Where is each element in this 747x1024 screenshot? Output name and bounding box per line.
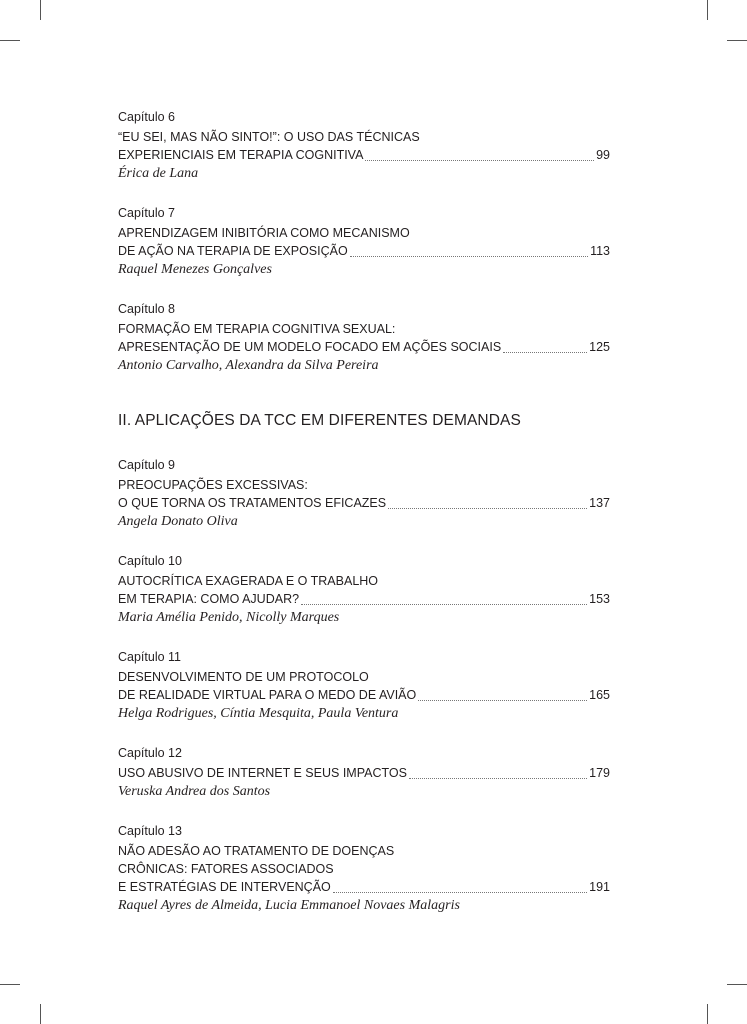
crop-mark (707, 0, 708, 20)
chapter-title-line: CRÔNICAS: FATORES ASSOCIADOS (118, 862, 334, 876)
chapter-title-line: DESENVOLVIMENTO DE UM PROTOCOLO (118, 670, 369, 684)
table-of-contents (118, 108, 610, 936)
page-number: 191 (589, 880, 610, 894)
chapter-authors: Angela Donato Oliva (118, 514, 238, 529)
chapter-label: Capítulo 12 (118, 746, 182, 760)
chapter-title-line: FORMAÇÃO EM TERAPIA COGNITIVA SEXUAL: (118, 322, 396, 336)
chapter-label: Capítulo 13 (118, 824, 182, 838)
dot-leader (503, 351, 587, 353)
chapter-label: Capítulo 9 (118, 458, 175, 472)
chapter-title-text: USO ABUSIVO DE INTERNET E SEUS IMPACTOS (118, 766, 407, 780)
crop-mark (0, 984, 20, 985)
chapter-label: Capítulo 8 (118, 302, 175, 316)
chapter-list-part-1 (118, 108, 610, 376)
chapter-authors: Maria Amélia Penido, Nicolly Marques (118, 610, 340, 625)
page-number: 153 (589, 592, 610, 606)
chapter-label: Capítulo 7 (118, 206, 175, 220)
section-heading: II. APLICAÇÕES DA TCC EM DIFERENTES DEMANDAS (118, 412, 521, 429)
dot-leader (350, 255, 588, 257)
chapter-title-line (118, 686, 610, 704)
chapter-title-line (118, 242, 610, 260)
dot-leader (418, 699, 587, 701)
dot-leader (333, 891, 587, 893)
chapter-authors: Érica de Lana (118, 166, 199, 181)
toc-entry[interactable] (118, 108, 610, 184)
chapter-title-text: O QUE TORNA OS TRATAMENTOS EFICAZES (118, 496, 387, 510)
toc-entry[interactable] (118, 204, 610, 280)
chapter-authors: Veruska Andrea dos Santos (118, 784, 271, 799)
crop-mark (40, 0, 41, 20)
chapter-title-line: AUTOCRÍTICA EXAGERADA E O TRABALHO (118, 574, 379, 588)
toc-entry[interactable] (118, 300, 610, 376)
page-number: 137 (589, 496, 610, 510)
toc-entry[interactable] (118, 744, 610, 802)
dot-leader (365, 159, 594, 161)
toc-entry[interactable] (118, 822, 610, 916)
chapter-title-line (118, 590, 610, 608)
chapter-authors: Raquel Ayres de Almeida, Lucia Emmanoel Novaes Malagris (118, 898, 460, 913)
chapter-title-line: “EU SEI, MAS NÃO SINTO!”: O USO DAS TÉCNICAS (118, 130, 420, 144)
chapter-title-text: DE AÇÃO NA TERAPIA DE EXPOSIÇÃO (118, 244, 348, 258)
dot-leader (301, 603, 587, 605)
chapter-title-text: E ESTRATÉGIAS DE INTERVENÇÃO (118, 880, 331, 894)
chapter-title-text: EM TERAPIA: COMO AJUDAR? (118, 592, 300, 606)
chapter-authors: Raquel Menezes Gonçalves (118, 262, 272, 277)
crop-mark (727, 40, 747, 41)
toc-entry[interactable] (118, 552, 610, 628)
chapter-title-text: DE REALIDADE VIRTUAL PARA O MEDO DE AVIÃO (118, 688, 417, 702)
toc-entry[interactable] (118, 648, 610, 724)
crop-mark (40, 1004, 41, 1024)
page-number: 179 (589, 766, 610, 780)
chapter-title-line (118, 146, 610, 164)
dot-leader (409, 777, 587, 779)
crop-mark (727, 984, 747, 985)
chapter-title-line: NÃO ADESÃO AO TRATAMENTO DE DOENÇAS (118, 844, 395, 858)
chapter-title-line (118, 764, 610, 782)
chapter-title-line (118, 494, 610, 512)
chapter-label: Capítulo 10 (118, 554, 182, 568)
page-number: 165 (589, 688, 610, 702)
chapter-list-part-2 (118, 456, 610, 916)
page-number: 125 (589, 340, 610, 354)
chapter-title-text: EXPERIENCIAIS EM TERAPIA COGNITIVA (118, 148, 364, 162)
chapter-title-line: PREOCUPAÇÕES EXCESSIVAS: (118, 478, 308, 492)
chapter-authors: Helga Rodrigues, Cíntia Mesquita, Paula Ventura (118, 706, 399, 721)
chapter-label: Capítulo 6 (118, 110, 175, 124)
chapter-title-line (118, 338, 610, 356)
dot-leader (388, 507, 587, 509)
chapter-title-line: APRENDIZAGEM INIBITÓRIA COMO MECANISMO (118, 226, 410, 240)
chapter-authors: Antonio Carvalho, Alexandra da Silva Pereira (118, 358, 379, 373)
crop-mark (707, 1004, 708, 1024)
chapter-label: Capítulo 11 (118, 650, 182, 664)
page-number: 99 (596, 148, 610, 162)
chapter-title-line (118, 878, 610, 896)
toc-entry[interactable] (118, 456, 610, 532)
chapter-title-text: APRESENTAÇÃO DE UM MODELO FOCADO EM AÇÕES SOCIAIS (118, 340, 502, 354)
page-number: 113 (590, 244, 610, 258)
crop-mark (0, 40, 20, 41)
